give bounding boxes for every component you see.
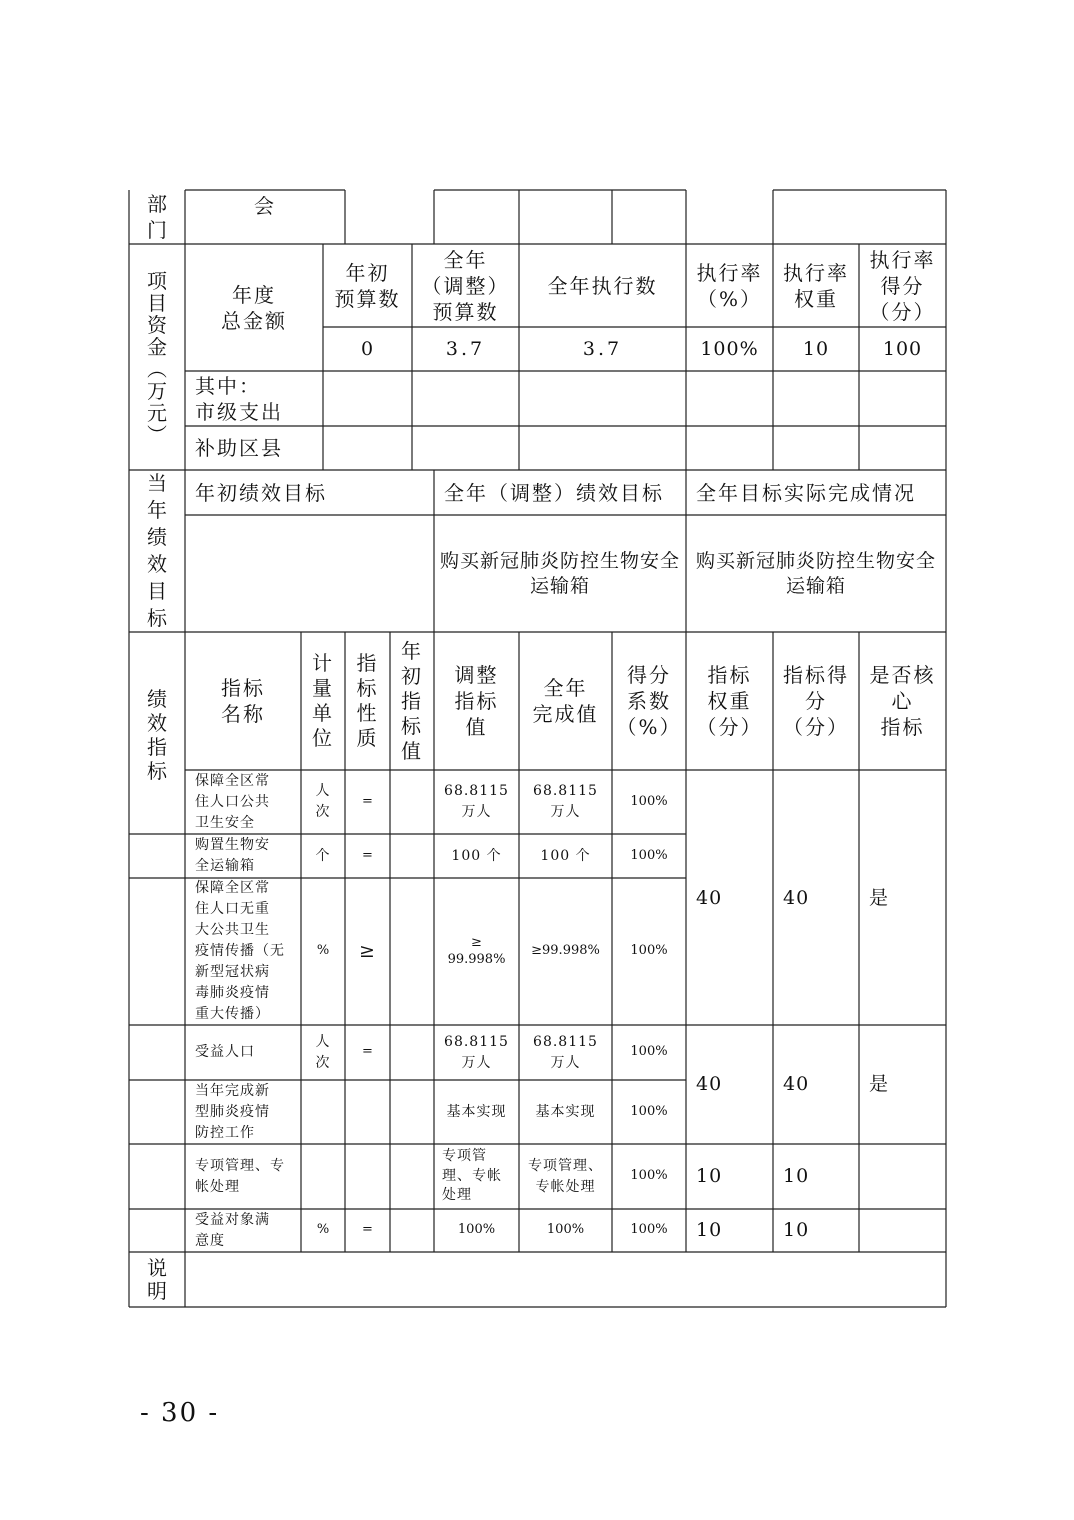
goals-actual-header: 全年目标实际完成情况 <box>696 480 916 505</box>
table-row-coef: 100% <box>630 1044 668 1060</box>
table-row-coef: 100% <box>630 943 668 959</box>
dept-label: 部 门 <box>147 192 167 242</box>
table-row-unit: 个 <box>315 847 331 864</box>
funds-initial-value: 0 <box>360 337 375 360</box>
group-score: 40 <box>783 887 810 909</box>
table-row-nature: ≥ <box>359 940 376 963</box>
funds-rate-value: 100% <box>700 337 759 360</box>
group-core: 是 <box>869 887 890 909</box>
table-row-adjusted: 专项管 理、专帐 处理 <box>442 1148 502 1204</box>
ind-header-adjusted: 调整 指标 值 <box>454 663 499 739</box>
funds-rate-header: 执行率 （%） <box>696 260 763 311</box>
ind-header-core: 是否核 心 指标 <box>869 663 936 739</box>
table-row-nature: = <box>362 793 373 809</box>
table-row-nature: = <box>362 1222 373 1238</box>
goals-initial-header: 年初绩效目标 <box>195 480 327 505</box>
table-row-completed: 100 个 <box>540 847 591 864</box>
group-core: 是 <box>869 1073 890 1096</box>
dept-value: 会 <box>254 194 276 218</box>
funds-score-value: 100 <box>882 337 923 360</box>
funds-score-header: 执行率 得分 （分） <box>869 247 936 324</box>
page-number: - 30 - <box>140 1398 220 1428</box>
group-weight: 40 <box>696 887 723 909</box>
goals-adjusted-header: 全年（调整）绩效目标 <box>444 480 664 505</box>
ind-header-name: 指标 名称 <box>221 676 265 726</box>
table-row-unit: 人 次 <box>315 783 331 820</box>
ind-header-weight: 指标 权重 （分） <box>696 663 763 739</box>
funds-label: 项 目 资 金 ︵ 万 元 ︶ <box>147 269 167 447</box>
funds-weight-value: 10 <box>802 337 830 360</box>
funds-city-row-label: 其中： 市级支出 <box>195 373 283 424</box>
group-score: 10 <box>783 1219 810 1242</box>
table-row-coef: 100% <box>630 1222 668 1238</box>
table-row-coef: 100% <box>630 1168 668 1184</box>
ind-header-initial: 年 初 指 标 值 <box>401 638 423 763</box>
table-row-adjusted: ≥ 99.998% <box>447 934 506 967</box>
table-row-name: 受益人口 <box>195 1044 255 1060</box>
table-row-name: 受益对象满 意度 <box>195 1211 270 1249</box>
table-row-name: 当年完成新 型肺炎疫情 防控工作 <box>195 1082 270 1141</box>
funds-initial-header: 年初 预算数 <box>334 260 401 311</box>
goals-adjusted-text: 购买新冠肺炎防控生物安全 运输箱 <box>439 549 680 597</box>
note-label: 说 明 <box>147 1255 167 1303</box>
group-weight: 40 <box>696 1073 723 1096</box>
table-row-unit: % <box>316 1222 330 1238</box>
group-weight: 10 <box>696 1219 723 1242</box>
funds-total-header: 年度 总金额 <box>221 282 287 333</box>
funds-executed-header: 全年执行数 <box>547 273 658 298</box>
group-weight: 10 <box>696 1165 723 1188</box>
table-row-adjusted: 68.8115 万人 <box>444 1033 509 1071</box>
ind-header-score: 指标得 分 （分） <box>783 663 849 739</box>
table-row-completed: ≥99.998% <box>531 943 600 959</box>
table-row-coef: 100% <box>630 847 668 863</box>
table-row-completed: 100% <box>546 1222 585 1238</box>
table-row-nature <box>345 1080 390 1144</box>
group-score: 10 <box>783 1165 810 1188</box>
table-row-name: 保障全区常 住人口无重 大公共卫生 疫情传播（无 新型冠状病 毒肺炎疫情 重大传播） <box>195 880 285 1022</box>
indicators-label: 绩 效 指 标 <box>147 687 167 783</box>
funds-executed-value: 3.7 <box>582 337 623 360</box>
note-text <box>185 1252 946 1307</box>
table-row-completed: 基本实现 <box>535 1103 596 1120</box>
table-row-unit <box>301 1144 345 1209</box>
funds-district-row-label: 补助区县 <box>195 436 283 460</box>
ind-header-unit: 计 量 单 位 <box>312 651 334 750</box>
ind-header-nature: 指 标 性 质 <box>356 651 379 750</box>
table-row-completed: 68.8115 万人 <box>533 1033 598 1071</box>
table-row-adjusted: 基本实现 <box>446 1103 507 1120</box>
ind-header-coef: 得分 系数 （%） <box>616 663 682 739</box>
goals-label: 当 年 绩 效 目 标 <box>147 471 167 630</box>
table-row-name: 专项管理、专 帐处理 <box>195 1157 285 1195</box>
funds-weight-header: 执行率 权重 <box>783 260 849 311</box>
funds-adjusted-header: 全年 （调整） 预算数 <box>421 247 510 324</box>
table-row-nature: = <box>362 847 373 863</box>
table-row-adjusted: 68.8115 万人 <box>444 783 509 820</box>
table-row-coef: 100% <box>630 1103 668 1119</box>
table-row-adjusted: 100% <box>457 1222 496 1238</box>
table-row-coef: 100% <box>630 793 668 809</box>
group-score: 40 <box>783 1073 810 1096</box>
ind-header-completed: 全年 完成值 <box>532 676 599 726</box>
table-row-unit <box>301 1080 345 1144</box>
table-row-nature <box>345 1144 390 1209</box>
goals-actual-text: 购买新冠肺炎防控生物安全 运输箱 <box>695 549 936 597</box>
table-row-completed: 68.8115 万人 <box>533 783 598 820</box>
table-row-unit: % <box>316 943 330 959</box>
table-row-name: 购置生物安 全运输箱 <box>195 837 270 874</box>
table-row-name: 保障全区常 住人口公共 卫生安全 <box>195 772 270 831</box>
table-row-nature: = <box>362 1044 373 1060</box>
table-row-unit: 人 次 <box>315 1033 331 1071</box>
funds-adjusted-value: 3.7 <box>445 337 486 360</box>
table-row-adjusted: 100 个 <box>451 847 502 864</box>
table-row-completed: 专项管理、 专帐处理 <box>528 1157 603 1195</box>
